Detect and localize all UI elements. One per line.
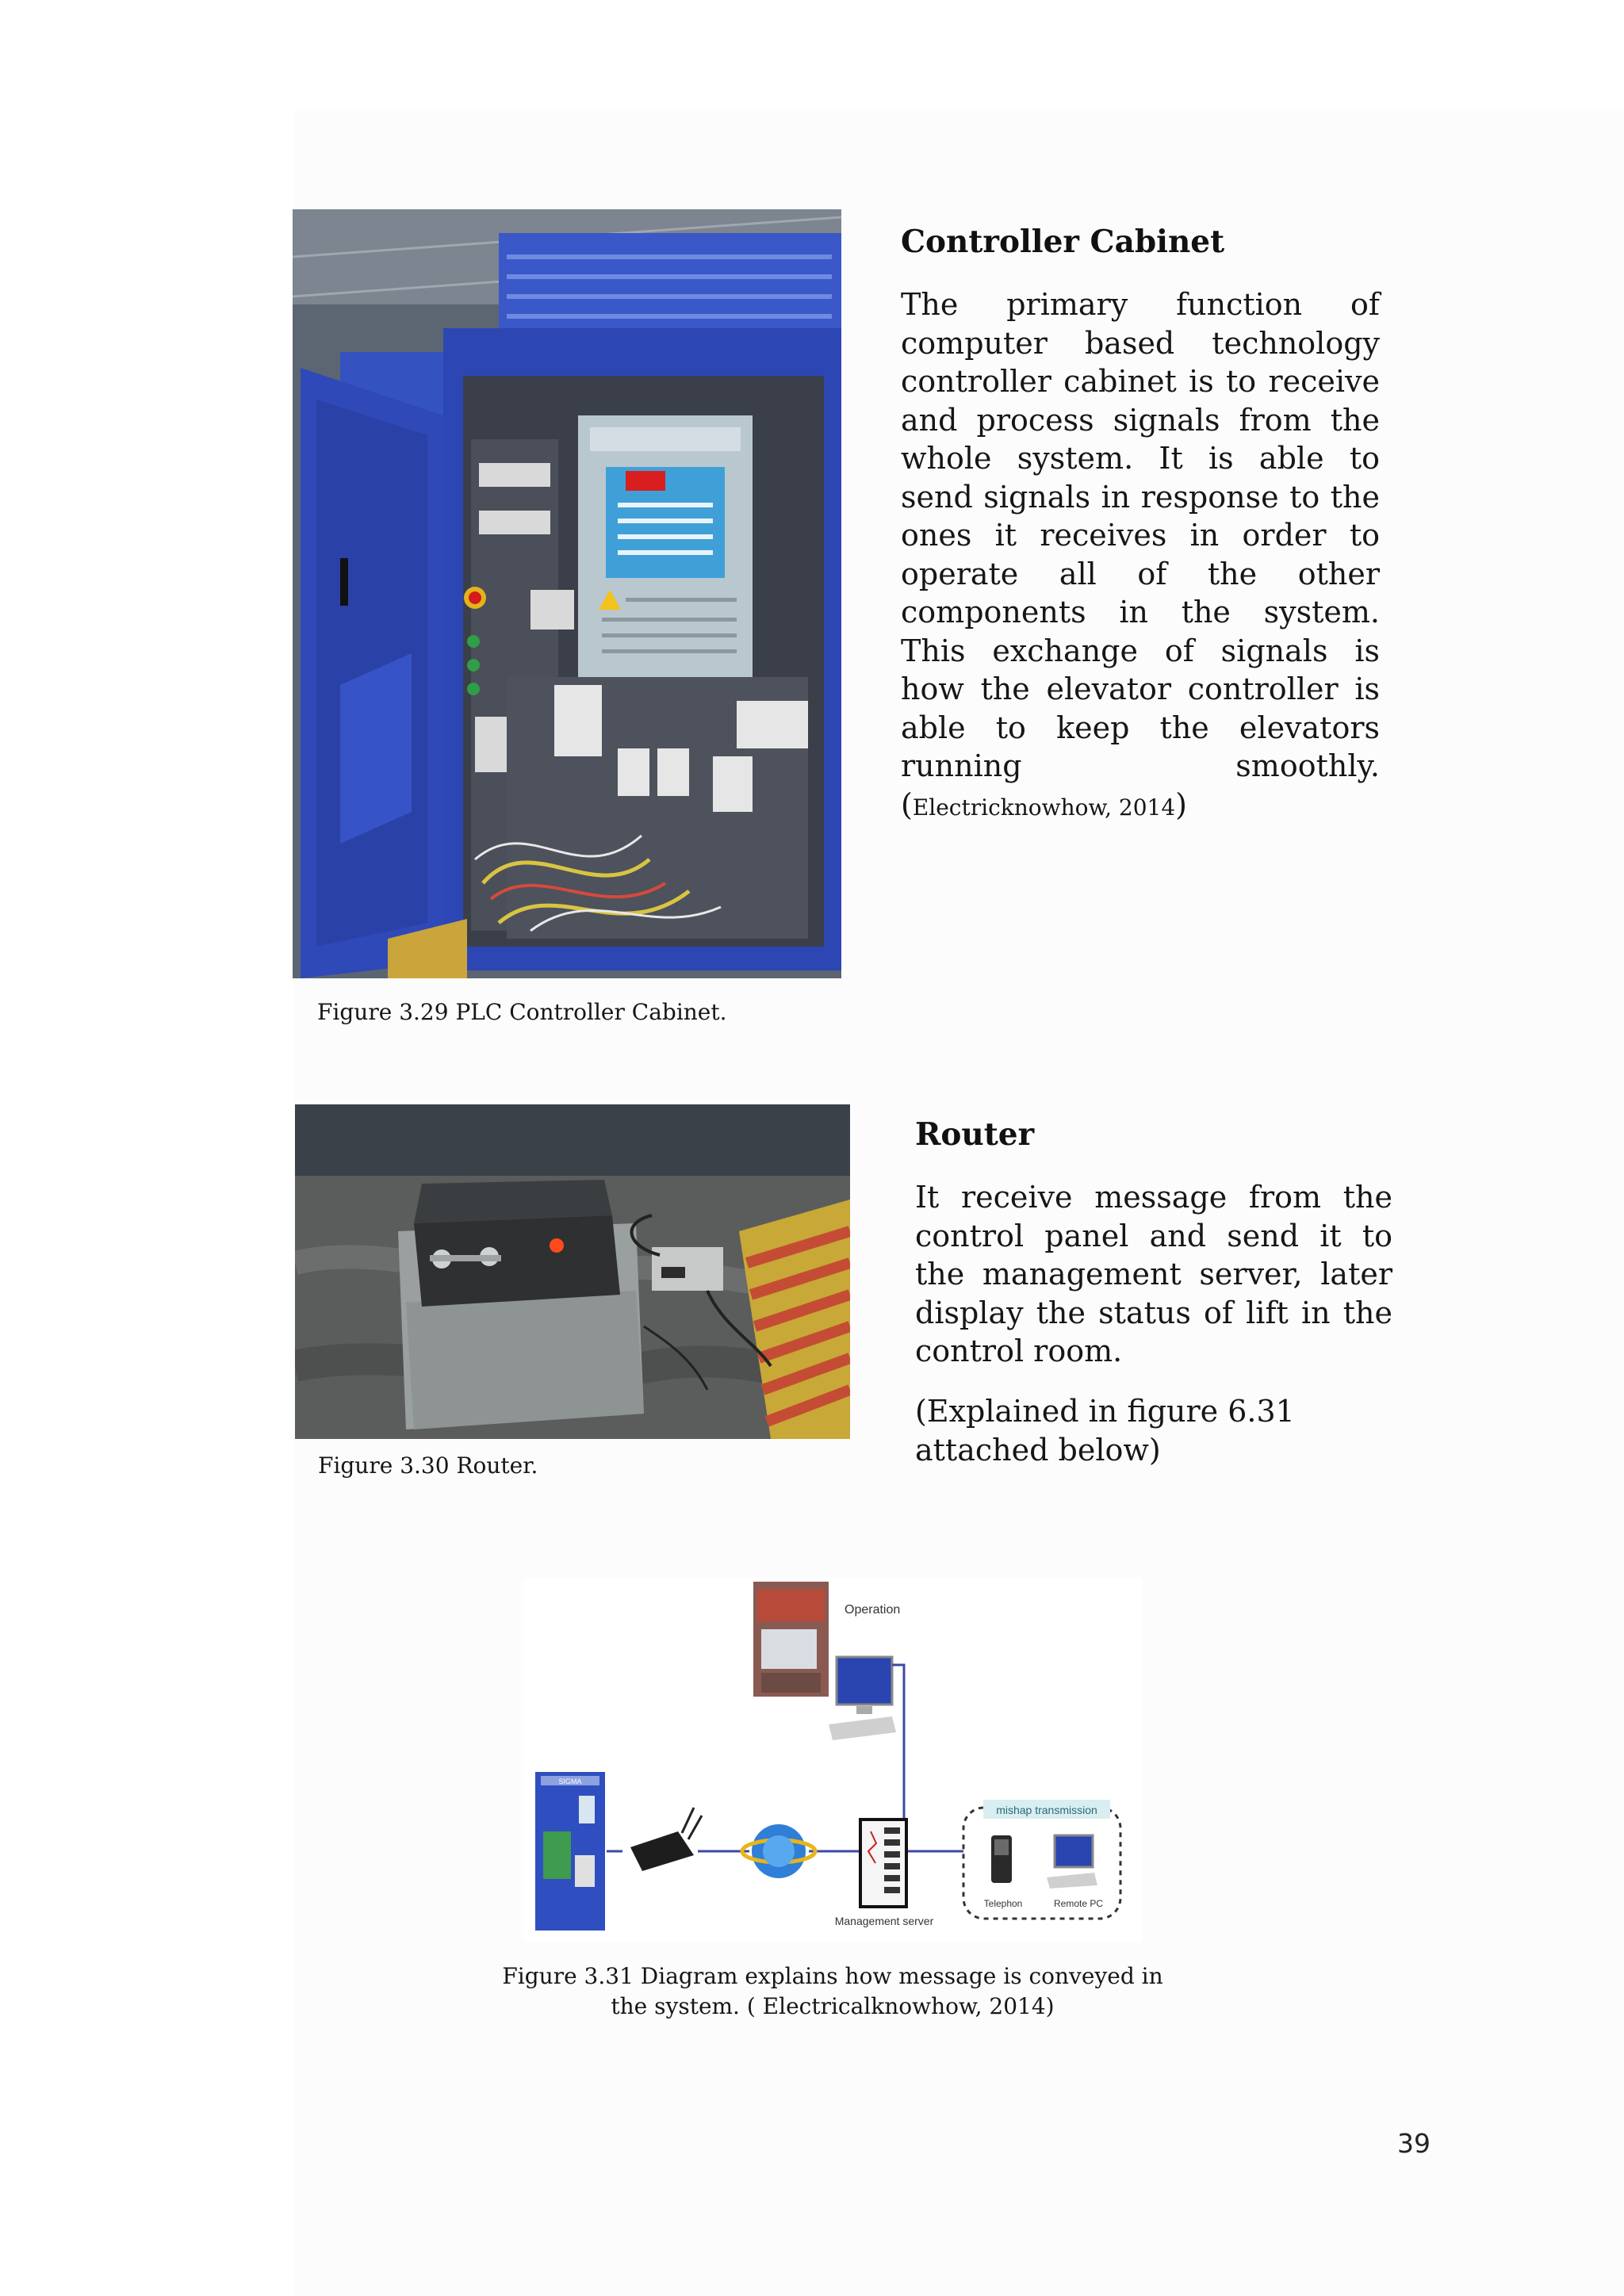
cabinet-brand-label: SIGMA <box>558 1777 582 1785</box>
controller-body <box>901 285 1380 827</box>
controller-caption: Figure 3.29 PLC Controller Cabinet. <box>317 999 727 1025</box>
monitor-icon <box>829 1657 896 1740</box>
controller-citation-open: ( <box>901 786 913 822</box>
controller-cabinet-photo <box>293 209 841 978</box>
operation-label: Operation <box>845 1603 901 1617</box>
page-number: 39 <box>1397 2128 1431 2159</box>
telephon-label: Telephon <box>983 1898 1023 1909</box>
router-body-explained: (Explained in figure 6.31 attached below) <box>915 1394 1295 1468</box>
diagram-caption-line-1: Figure 3.31 Diagram explains how message is conveyed in <box>502 1963 1163 1989</box>
router-caption: Figure 3.30 Router. <box>318 1452 538 1479</box>
router-body: It receive message from the control panel and send it to the management server, later display the status of lift in the control room. <box>915 1180 1392 1368</box>
diagram-caption-line-2: the system. ( Electricalknowhow, 2014) <box>611 1993 1055 2019</box>
remote-pc-icon <box>1047 1835 1097 1888</box>
mishap-transmission-label: mishap transmission <box>996 1804 1097 1816</box>
operation-room-image <box>753 1582 829 1697</box>
controller-citation-close: ) <box>1175 786 1187 822</box>
management-server-icon <box>860 1820 906 1907</box>
diagram-caption <box>492 1961 1174 2022</box>
remote-pc-label: Remote PC <box>1053 1898 1104 1909</box>
router-photo <box>295 1104 850 1439</box>
cabinet-icon <box>535 1772 605 1931</box>
system-diagram <box>523 1578 1142 1942</box>
router-heading: Router <box>915 1116 1035 1153</box>
management-server-label: Management server <box>834 1915 934 1927</box>
controller-heading: Controller Cabinet <box>901 224 1225 260</box>
telephone-icon <box>991 1835 1012 1883</box>
controller-citation: Electricknowhow, 2014 <box>912 794 1176 821</box>
controller-body-text: The primary function of computer based technology controller cabinet is to receive and process signals from the whole system. It is able to send signals in response to the ones it receives in order to operate all of the other components in the system. This exchange of signals is how the elevator controller is able to keep the elevators running smoothly. <box>901 287 1380 783</box>
